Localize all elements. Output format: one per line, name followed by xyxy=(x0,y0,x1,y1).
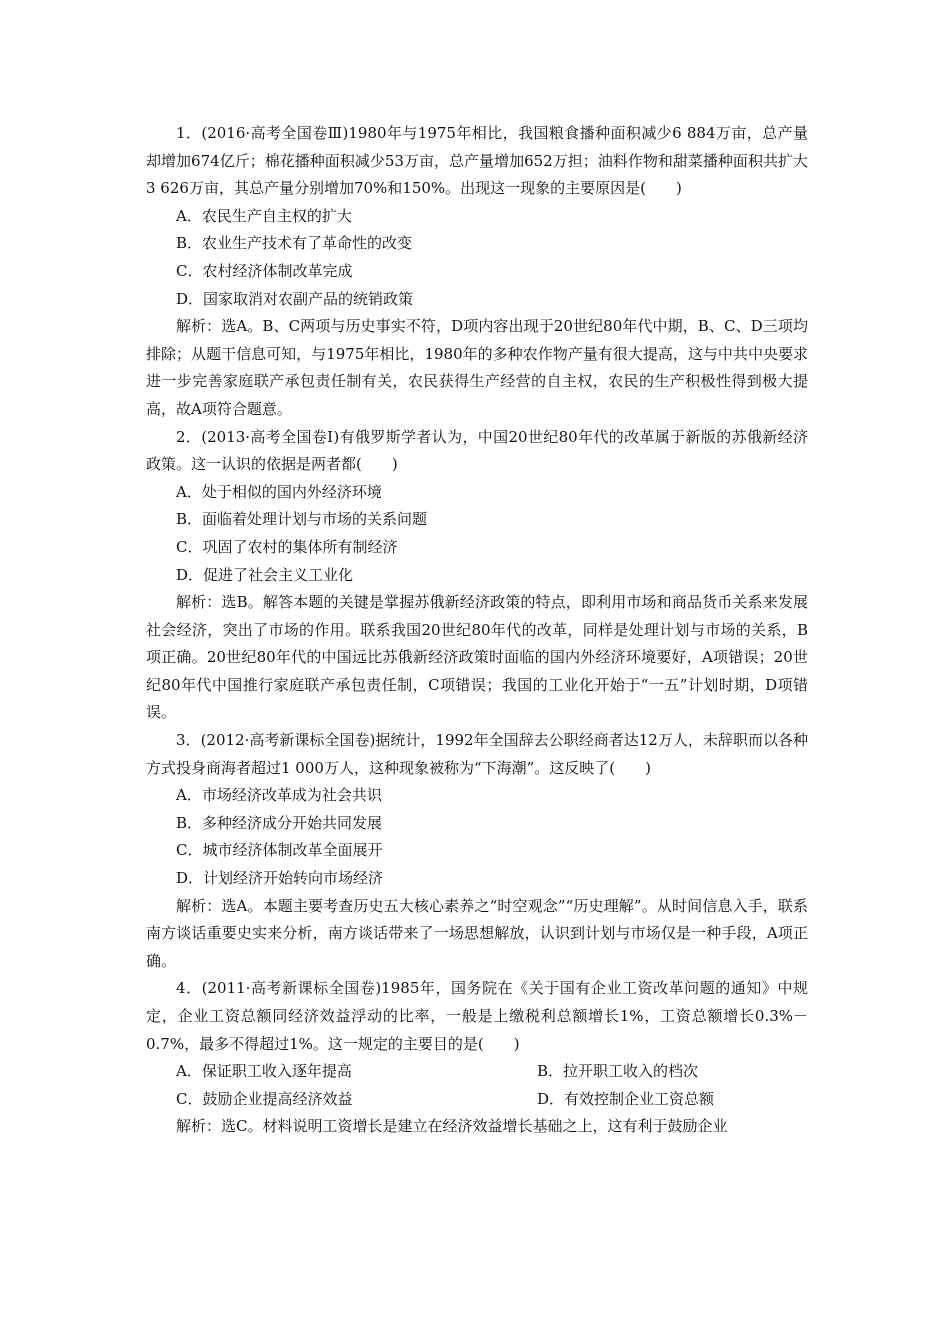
question-2-option-a: A．处于相似的国内外经济环境 xyxy=(176,482,382,501)
question-1-option-a: A．农民生产自主权的扩大 xyxy=(176,206,352,225)
question-3-option-b: B．多种经济成分开始共同发展 xyxy=(176,813,383,832)
question-4-option-d: D．有效控制企业工资总额 xyxy=(537,1089,715,1108)
question-3-option-d: D．计划经济开始转向市场经济 xyxy=(176,869,384,888)
question-4-option-c: C．鼓励企业提高经济效益 xyxy=(176,1089,353,1108)
question-2-option-d: D．促进了社会主义工业化 xyxy=(176,565,354,584)
question-4-analysis: 解析：选C。材料说明工资增长是建立在经济效益增长基础之上，这有利于鼓励企业 xyxy=(176,1117,728,1136)
question-4-options-row-1 xyxy=(146,1058,808,1086)
document-page xyxy=(146,120,808,1141)
question-4-option-b: B．拉开职工收入的档次 xyxy=(537,1062,699,1081)
question-3-stem: 3．(2012·高考新课标全国卷)据统计，1992年全国辞去公职经商者达12万人，未辞职而以各种方式投身商海者超过1 000万人，这种现象被称为“下海潮”。这反映了( ) xyxy=(146,731,808,777)
question-1-analysis: 解析：选A。B、C两项与历史事实不符，D项内容出现于20世纪80年代中期，B、C、D三项均排除；从题干信息可知，与1975年相比，1980年的多种农作物产量有很大提高，这与中共中央要求进一步完善家庭联产承包责任制有关，农民获得生产经营的自主权，农民的生产积极性得到极大提高，故A项符合题意。 xyxy=(146,317,808,418)
question-3-option-a: A．市场经济改革成为社会共识 xyxy=(176,786,382,805)
question-3-option-c: C．城市经济体制改革全面展开 xyxy=(176,841,383,860)
question-1-option-c: C．农村经济体制改革完成 xyxy=(176,261,353,280)
question-2-option-c: C．巩固了农村的集体所有制经济 xyxy=(176,537,398,556)
question-4-options-row-2 xyxy=(146,1086,808,1114)
question-4-stem: 4．(2011·高考新课标全国卷)1985年，国务院在《关于国有企业工资改革问题的通知》中规定，企业工资总额同经济效益浮动的比率，一般是上缴税利总额增长1%，工资总额增长0.3%－0.7%，最多不得超过1%。这一规定的主要目的是( ) xyxy=(146,979,808,1053)
question-3-analysis: 解析：选A。本题主要考查历史五大核心素养之“时空观念”“历史理解”。从时间信息入手，联系南方谈话重要史实来分析，南方谈话带来了一场思想解放，认识到计划与市场仅是一种手段，A项正确。 xyxy=(146,896,808,970)
question-2-stem: 2．(2013·高考全国卷Ⅰ)有俄罗斯学者认为，中国20世纪80年代的改革属于新版的苏俄新经济政策。这一认识的依据是两者都( ) xyxy=(146,427,808,474)
question-1-option-d: D．国家取消对农副产品的统销政策 xyxy=(176,289,414,308)
question-1-stem: 1．(2016·高考全国卷Ⅲ)1980年与1975年相比，我国粮食播种面积减少6 884万亩，总产量却增加674亿斤；棉花播种面积减少53万亩，总产量增加652万担；油料作物和甜菜播种面积共扩大3 626万亩，其总产量分别增加70%和150%。出现这一现象的主要原因是( ) xyxy=(146,124,808,198)
question-2-analysis: 解析：选B。解答本题的关键是掌握苏俄新经济政策的特点，即利用市场和商品货币关系来发展社会经济，突出了市场的作用。联系我国20世纪80年代的改革，同样是处理计划与市场的关系，B项正确。20世纪80年代的中国远比苏俄新经济政策时面临的国内外经济环境要好，A项错误；20世纪80年代中国推行家庭联产承包责任制，C项错误；我国的工业化开始于“一五”计划时期，D项错误。 xyxy=(146,593,808,722)
question-2-option-b: B．面临着处理计划与市场的关系问题 xyxy=(176,510,428,529)
question-1-option-b: B．农业生产技术有了革命性的改变 xyxy=(176,234,413,253)
question-4-option-a: A．保证职工收入逐年提高 xyxy=(176,1062,352,1081)
